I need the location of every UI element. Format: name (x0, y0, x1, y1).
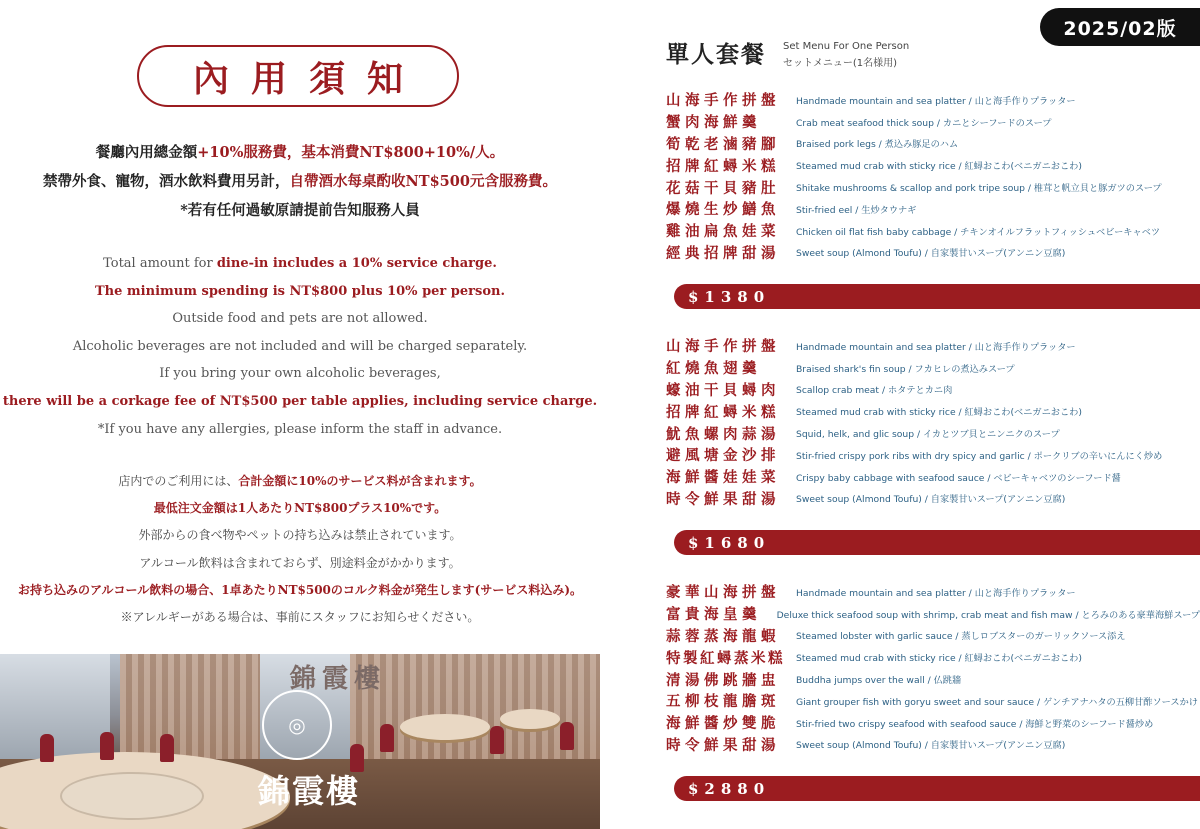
menu-item (666, 444, 1200, 466)
jp-note-line-1 (0, 468, 600, 495)
dish-desc: Stir-fried two crispy seafood with seafood sauce / 海鮮と野菜のシーフード醤炒め (796, 718, 1154, 730)
restaurant-logo-icon: ◎ (262, 690, 332, 760)
dish-desc: Handmade mountain and sea platter / 山と海手作りプラッター (796, 341, 1076, 353)
photo-table (400, 714, 490, 740)
dish-name: 蟹肉海鮮羹 (666, 114, 761, 132)
set-menu-subtitle-en: Set Menu For One Person (783, 41, 910, 52)
dish-name: 招牌紅蟳米糕 (666, 403, 780, 421)
menu-item (666, 625, 1200, 647)
zh-note-line-2 (0, 167, 600, 196)
en-note-1a: Total amount for (103, 256, 217, 271)
menu-item (666, 488, 1200, 510)
zh-note-2b: 自帶酒水每桌酌收NT$500元含服務費。 (289, 173, 557, 190)
menu-item (666, 400, 1200, 422)
dish-name: 豪華山海拼盤 (666, 584, 780, 602)
photo-table (500, 709, 560, 729)
photo-window-left (0, 654, 110, 764)
menu-item (666, 603, 1200, 625)
dish-desc: Chicken oil flat fish baby cabbage / チキンオイルフラットフィッシュベビーキャベツ (796, 226, 1161, 238)
photo-chair (160, 734, 174, 762)
jp-note-1b: 合計金額に10%のサービス料が含まれます。 (238, 474, 482, 488)
menu-item (666, 198, 1200, 220)
set-2-price: $1680 (674, 530, 1200, 555)
menu-item (666, 690, 1200, 712)
set-1-items (666, 89, 1200, 263)
dish-desc: Scallop crab meat / ホタテとカニ肉 (796, 385, 953, 397)
dish-desc: Stir-fried eel / 生炒タウナギ (796, 204, 917, 216)
dish-name: 經典招牌甜湯 (666, 244, 780, 262)
menu-item (666, 712, 1200, 734)
edition-badge: 2025/02版 (1040, 8, 1200, 46)
photo-chair (40, 734, 54, 762)
en-note-line-6: there will be a corkage fee of NT$500 per table applies, including service charge. (2, 393, 598, 409)
en-note-line-7: *If you have any allergies, please inform the staff in advance. (97, 421, 503, 437)
dish-desc: Steamed mud crab with sticky rice / 紅蟳おこわ(ベニガニおこわ) (796, 407, 1082, 419)
dish-desc: Squid, helk, and glic soup / イカとツブ貝とニンニクのスープ (796, 429, 1060, 441)
dish-name: 海鮮醬娃娃菜 (666, 469, 780, 487)
dish-name: 富貴海皇羹 (666, 606, 761, 624)
menu-item (666, 220, 1200, 242)
dish-name: 山海手作拼盤 (666, 338, 780, 356)
dish-name: 時令鮮果甜湯 (666, 490, 780, 508)
photo-chair (100, 732, 114, 760)
photo-wall-sign: 錦霞樓 (290, 664, 387, 694)
menu-item (666, 357, 1200, 379)
menu-item (666, 734, 1200, 756)
dish-name: 五柳枝龍膽斑 (666, 693, 780, 711)
photo-chair (560, 722, 574, 750)
menu-item (666, 111, 1200, 133)
dish-desc: Handmade mountain and sea platter / 山と海手作りプラッター (796, 587, 1076, 599)
dish-name: 筍乾老滷豬腳 (666, 135, 780, 153)
dish-name: 花菇干貝豬肚 (666, 179, 780, 197)
dish-desc: Buddha jumps over the wall / 仏跳牆 (796, 675, 962, 687)
photo-lazy-susan (60, 772, 204, 820)
en-note-line-5: If you bring your own alcoholic beverages, (159, 366, 441, 382)
dish-desc: Handmade mountain and sea platter / 山と海手作りプラッター (796, 95, 1076, 107)
menu-item (666, 335, 1200, 357)
menu-item (666, 133, 1200, 155)
dish-name: 蠔油干貝蟳肉 (666, 381, 780, 399)
menu-item (666, 668, 1200, 690)
dish-name: 山海手作拼盤 (666, 92, 780, 110)
set-3-items (666, 581, 1200, 755)
photo-chair (490, 726, 504, 754)
dish-desc: Steamed lobster with garlic sauce / 蒸しロブスターのガーリックソース添え (796, 631, 1126, 643)
set-menu-subtitle-jp: セットメニュー(1名様用) (783, 58, 898, 69)
japanese-notes (0, 468, 600, 631)
photo-chair (380, 724, 394, 752)
restaurant-logo-name: 錦霞樓 (258, 772, 361, 810)
dish-name: 特製紅蟳蒸米糕 (666, 649, 785, 667)
jp-note-1a: 店内でのご利用には、 (118, 474, 239, 488)
dish-desc: Crab meat seafood thick soup / カニとシーフードのスープ (796, 117, 1052, 129)
jp-note-line-3: 外部からの食べ物やペットの持ち込みは禁止されています。 (138, 528, 462, 543)
menu-item (666, 242, 1200, 264)
en-note-line-3: Outside food and pets are not allowed. (172, 311, 428, 327)
menu-item (666, 154, 1200, 176)
dish-name: 爆燒生炒鱔魚 (666, 201, 780, 219)
dish-desc: Sweet soup (Almond Toufu) / 自家製甘いスープ(アンニン豆腐) (796, 248, 1066, 260)
dish-desc: Braised shark's fin soup / フカヒレの煮込みスープ (796, 363, 1015, 375)
zh-note-1b: +10%服務費，基本消費NT$800+10%/人。 (197, 144, 505, 161)
menu-item (666, 176, 1200, 198)
menu-item (666, 466, 1200, 488)
dish-desc: Stir-fried crispy pork ribs with dry spicy and garlic / ポークリブの辛いにんにく炒め (796, 450, 1163, 462)
dish-name: 魷魚螺肉蒜湯 (666, 425, 780, 443)
dish-name: 雞油扁魚娃菜 (666, 223, 780, 241)
set-3-price: $2880 (674, 776, 1200, 801)
en-note-line-2: The minimum spending is NT$800 plus 10% per person. (95, 283, 505, 299)
jp-note-line-6: ※アレルギーがある場合は、事前にスタッフにお知らせください。 (120, 610, 480, 625)
dish-name: 招牌紅蟳米糕 (666, 157, 780, 175)
dish-name: 蒜蓉蒸海龍蝦 (666, 627, 780, 645)
dish-name: 清湯佛跳牆盅 (666, 671, 780, 689)
dish-desc: Braised pork legs / 煮込み豚足のハム (796, 139, 959, 151)
dish-desc: Sweet soup (Almond Toufu) / 自家製甘いスープ(アンニン豆腐) (796, 740, 1066, 752)
chinese-notes (0, 138, 600, 225)
restaurant-interior-photo (0, 654, 600, 829)
dish-desc: Steamed mud crab with sticky rice / 紅蟳おこわ(ベニガニおこわ) (796, 161, 1082, 173)
dish-desc: Crispy baby cabbage with seafood sauce / ベビーキャベツのシーフード醤 (796, 472, 1121, 484)
dish-desc: Sweet soup (Almond Toufu) / 自家製甘いスープ(アンニン豆腐) (796, 494, 1066, 506)
zh-note-line-3: *若有任何過敏原請提前告知服務人員 (180, 202, 420, 219)
dish-name: 紅燒魚翅羹 (666, 360, 761, 378)
menu-item (666, 581, 1200, 603)
dish-name: 時令鮮果甜湯 (666, 736, 780, 754)
dish-desc: Steamed mud crab with sticky rice / 紅蟳おこわ(ベニガニおこわ) (796, 653, 1082, 665)
photo-curtain (120, 654, 260, 764)
menu-item (666, 89, 1200, 111)
dish-name: 避風塘金沙排 (666, 447, 780, 465)
en-note-line-4: Alcoholic beverages are not included and will be charged separately. (72, 338, 528, 354)
set-1-price: $1380 (674, 284, 1200, 309)
english-notes (0, 250, 600, 443)
set-menu-title: 單人套餐 (666, 41, 766, 68)
zh-note-line-1 (0, 138, 600, 167)
dish-desc: Deluxe thick seafood soup with shrimp, crab meat and fish maw / とろみのある豪華海鮮スープ (776, 609, 1200, 621)
dish-name: 海鮮醬炒雙脆 (666, 715, 780, 733)
jp-note-line-5: お持ち込みのアルコール飲料の場合、1卓あたりNT$500のコルク料金が発生します(サービス料込み)。 (17, 582, 583, 597)
jp-note-line-4: アルコール飲料は含まれておらず、別途料金がかかります。 (139, 555, 461, 570)
menu-item (666, 422, 1200, 444)
zh-note-1a: 餐廳內用總金額 (95, 144, 198, 161)
menu-item (666, 646, 1200, 668)
zh-note-2a: 禁帶外食、寵物，酒水飲料費用另計， (43, 173, 290, 190)
jp-note-line-2: 最低注文金額は1人あたりNT$800プラス10%です。 (153, 501, 447, 516)
menu-item (666, 379, 1200, 401)
dish-desc: Giant grouper fish with goryu sweet and sour sauce / ゲンチアナハタの五柳甘酢ソースかけ (796, 696, 1198, 708)
set-2-items (666, 335, 1200, 509)
en-note-line-1 (0, 250, 600, 278)
dish-desc: Shitake mushrooms & scallop and pork tripe soup / 椎茸と帆立貝と豚ガツのスープ (796, 183, 1162, 195)
dine-in-notice-title: 內用須知 (137, 45, 459, 107)
en-note-1b: dine-in includes a 10% service charge. (216, 256, 497, 271)
